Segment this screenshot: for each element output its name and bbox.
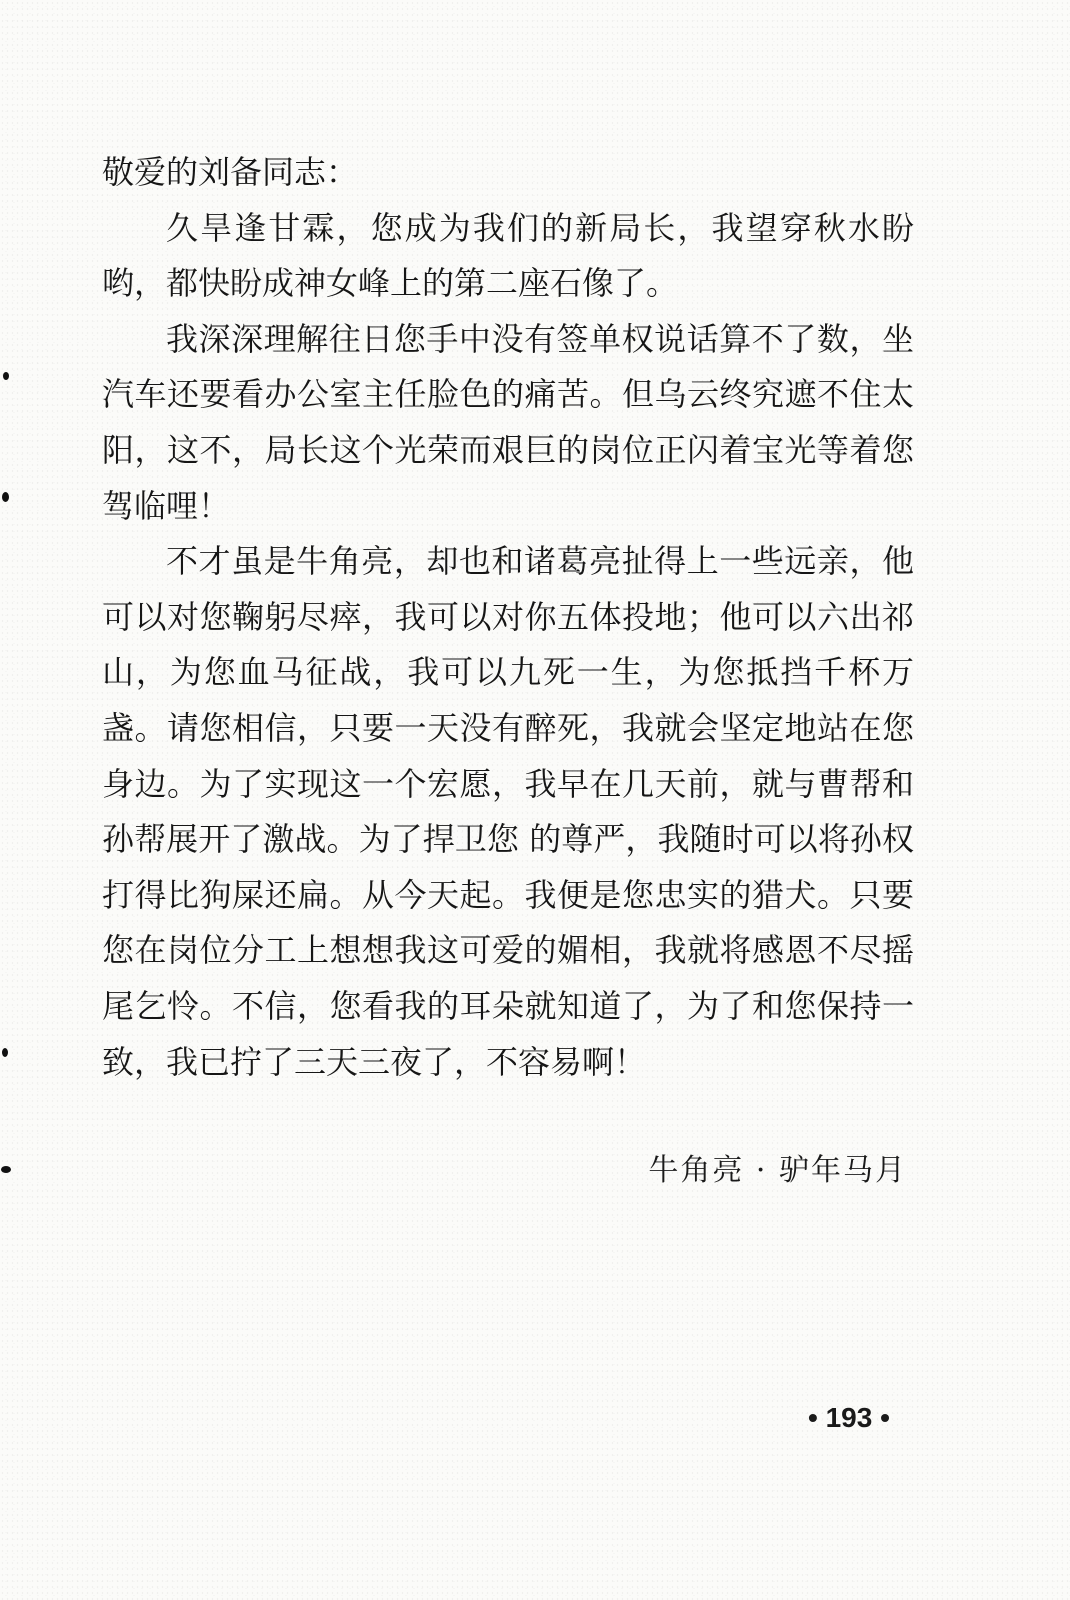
- page-number: • 193 •: [808, 1402, 890, 1433]
- scan-speck: [2, 492, 9, 502]
- letter-paragraph: 久旱逢甘霖，您成为我们的新局长，我望穿秋水盼哟，都快盼成神女峰上的第二座石像了。: [102, 208, 914, 303]
- letter-paragraph: 不才虽是牛角亮，却也和诸葛亮扯得上一些远亲，他可以对您鞠躬尽瘁，我可以对你五体投地；他可以六出祁山，为您血马征战，我可以九死一生，为您抵挡千杯万盏。请您相信，只要一天没有醉死，我就会坚定地站在您身边。为了实现这一个宏愿，我早在几天前，就与曹帮和孙帮展开了激战。为了捍卫您 的尊严，我随时可以将孙权打得比狗屎还扁。从今天起。我便是您忠实的猎犬。只要您在岗位分工上想想我这可爱的媚相，我就将感恩不尽摇尾乞怜。不信，您看我的耳朵就知道了，为了和您保持一致，我已拧了三天三夜了，不容易啊！: [102, 542, 914, 1081]
- scan-speck: [3, 372, 9, 380]
- letter-body: [102, 145, 914, 1090]
- scan-speck: [1, 1166, 11, 1173]
- letter-paragraph: 我深深理解往日您手中没有签单权说话算不了数，坐汽车还要看办公室主任脸色的痛苦。但乌云终究遮不住太阳，这不，局长这个光荣而艰巨的岗位正闪着宝光等着您驾临哩！: [102, 319, 914, 525]
- scan-speck: [2, 1048, 8, 1057]
- letter-signature: 牛角亮 · 驴年马月: [648, 1153, 907, 1188]
- letter-salutation: 敬爱的刘备同志：: [102, 153, 359, 191]
